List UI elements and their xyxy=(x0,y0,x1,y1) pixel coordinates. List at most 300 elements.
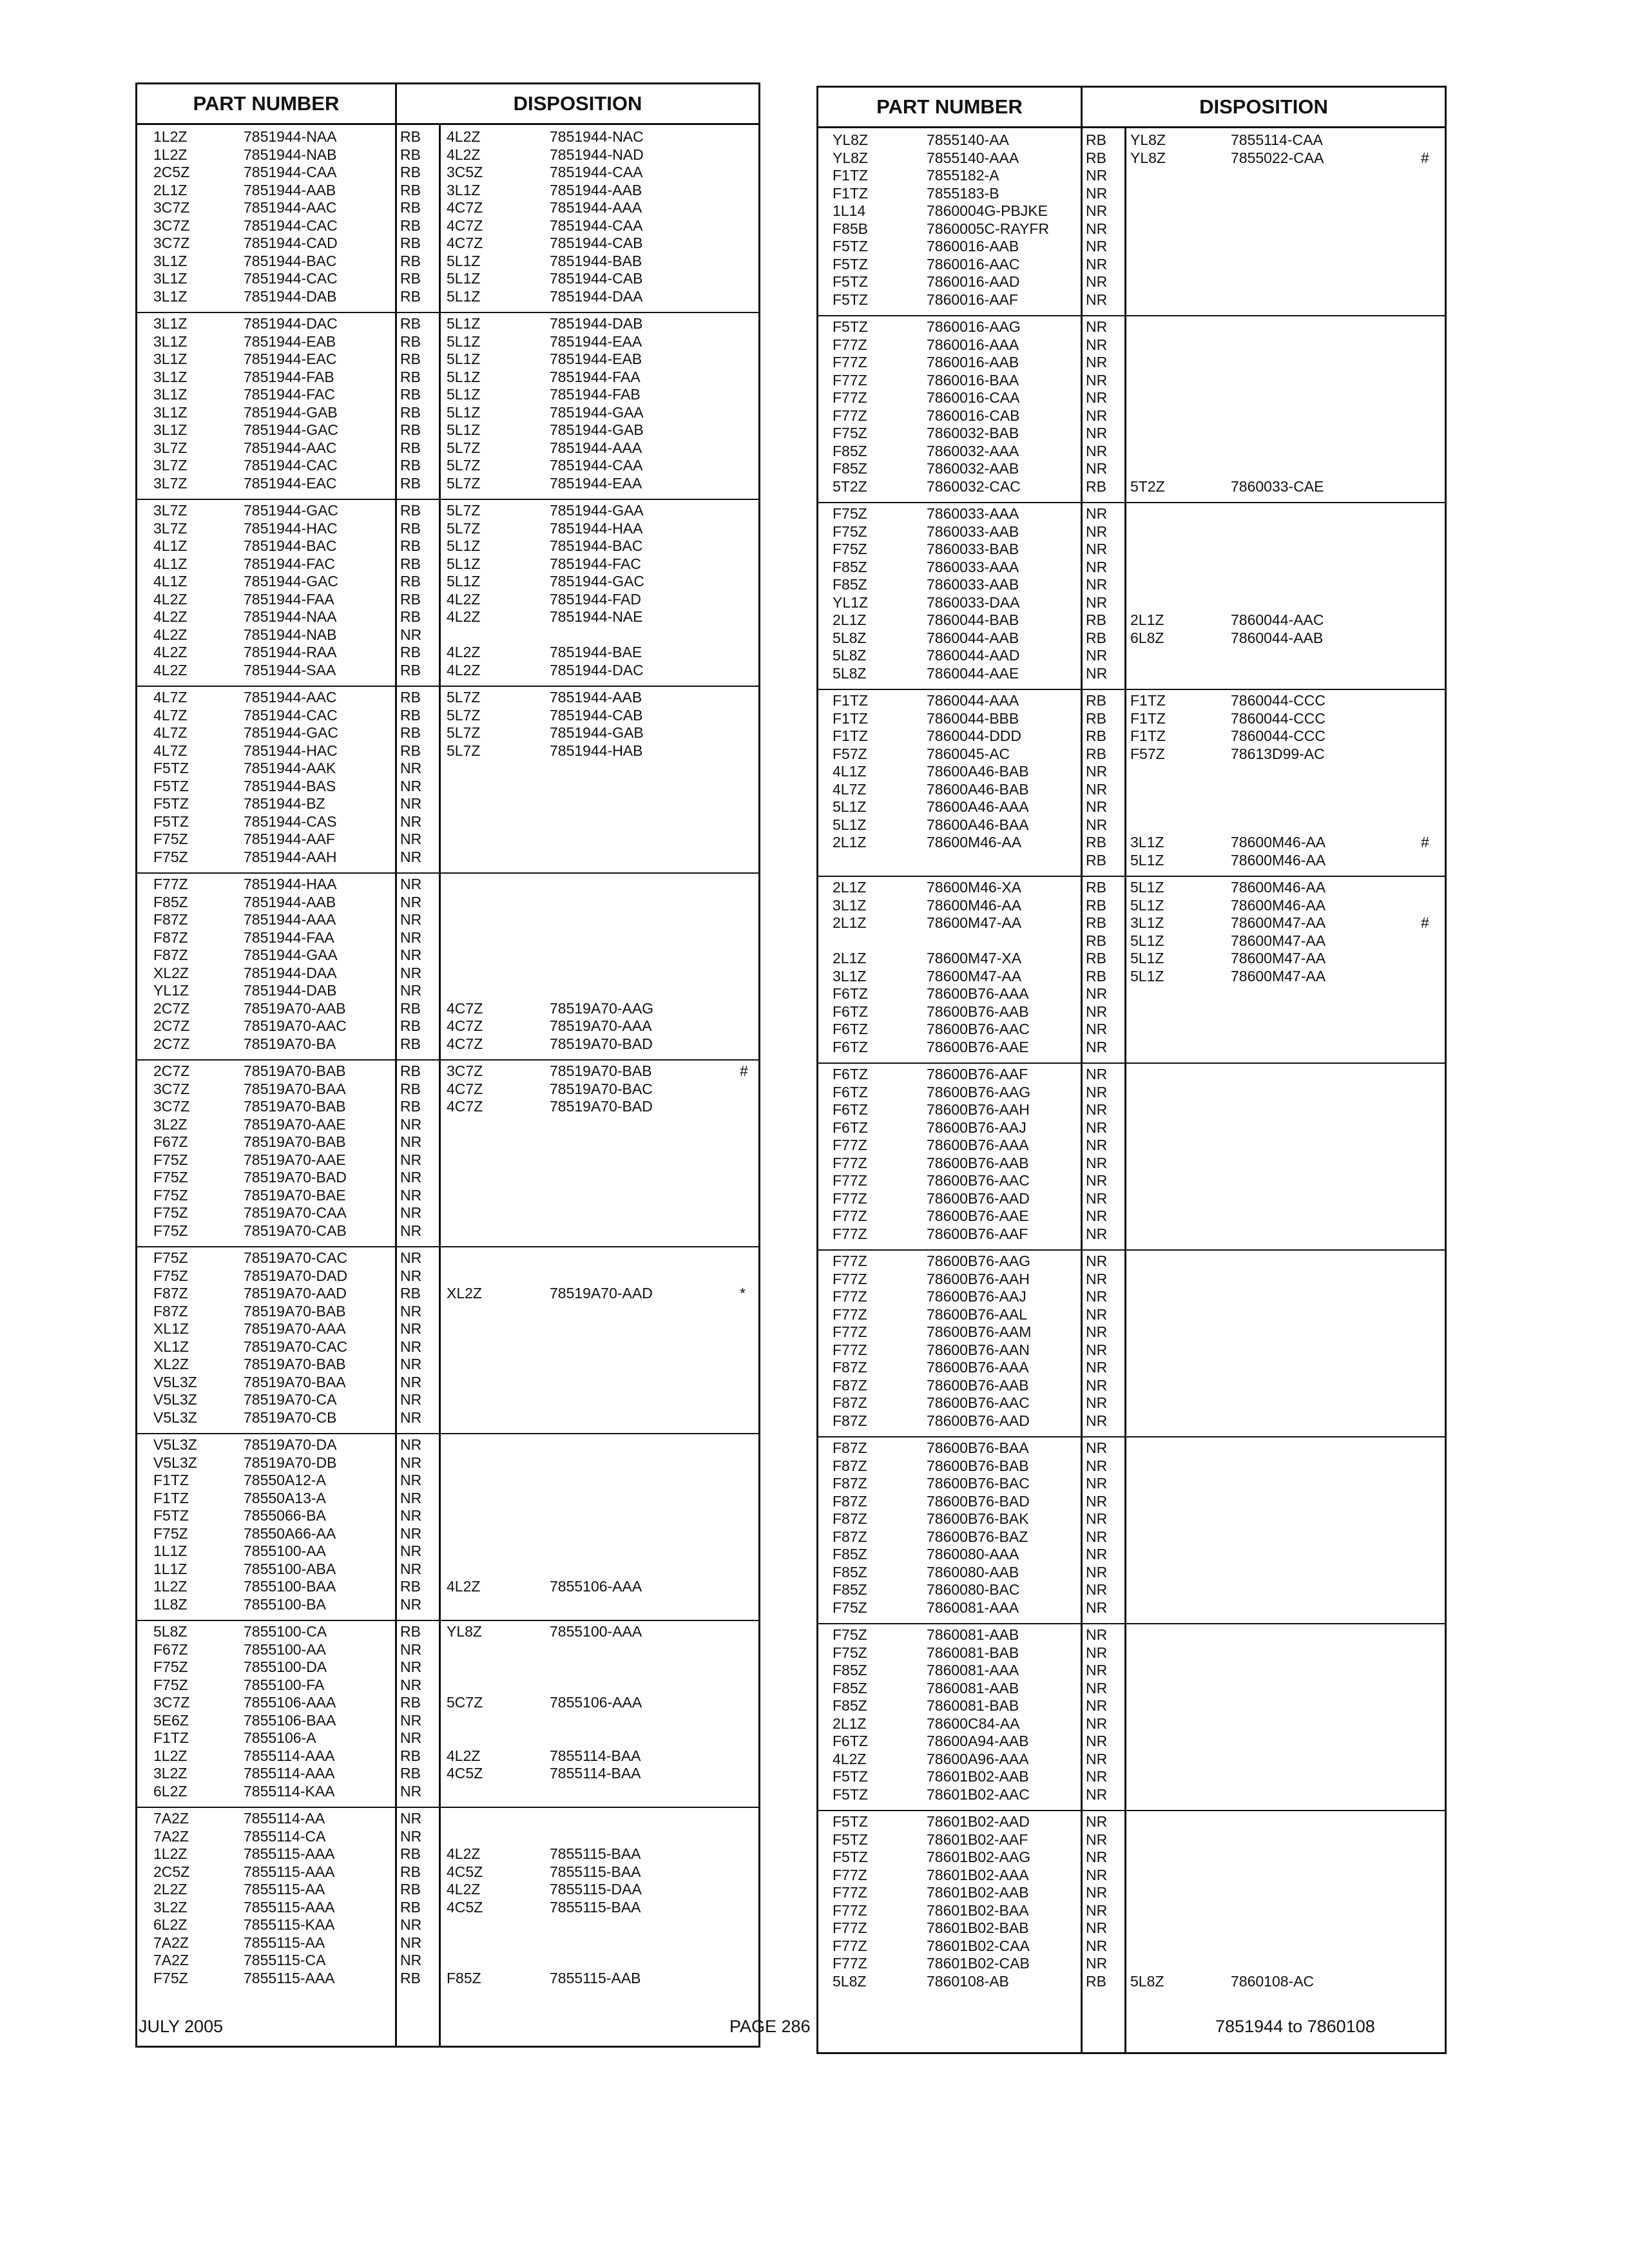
table-row xyxy=(137,1409,758,1427)
table-row xyxy=(137,421,758,439)
table-row xyxy=(818,1207,1445,1225)
part-number: 7851944-RAA xyxy=(244,644,337,660)
part-number: 7860016-BAA xyxy=(927,371,1019,389)
table-row xyxy=(818,389,1445,407)
status-code: NR xyxy=(400,964,422,981)
table-row xyxy=(137,555,758,573)
part-number: 78519A70-BAB xyxy=(244,1356,346,1372)
part-number: 78600A46-BAB xyxy=(927,763,1029,780)
part-number: 7851944-CAC xyxy=(244,216,338,234)
model-code: F5TZ xyxy=(153,777,189,794)
replacement-model: 5L7Z xyxy=(447,502,481,519)
status-code: NR xyxy=(1086,1270,1108,1287)
part-number: 78519A70-BAE xyxy=(244,1186,346,1204)
model-code: 7A2Z xyxy=(153,1810,189,1827)
table-row xyxy=(818,1021,1445,1039)
part-number: 7860044-BBB xyxy=(927,709,1019,727)
table-row xyxy=(818,1306,1445,1324)
status-code: NR xyxy=(400,812,422,830)
model-code: 3C7Z xyxy=(153,1080,190,1097)
status-code: RB xyxy=(400,252,421,269)
table-row xyxy=(818,372,1445,390)
model-code: 2L1Z xyxy=(833,834,867,850)
part-number: 7851944-HAC xyxy=(244,742,338,759)
replacement-model: 6L8Z xyxy=(1130,629,1164,646)
replacement-model: 5L1Z xyxy=(447,252,481,269)
part-number: 7851944-AAH xyxy=(244,848,337,865)
replacement-model: 4C5Z xyxy=(447,1765,483,1782)
table-row xyxy=(818,1751,1445,1769)
status-code: NR xyxy=(1086,1955,1108,1972)
part-number: 78600B76-AAC xyxy=(927,1021,1030,1037)
table-row xyxy=(137,128,758,146)
model-code: F75Z xyxy=(833,1599,867,1616)
status-code: NR xyxy=(400,1827,422,1845)
part-number: 7851944-GAC xyxy=(244,502,339,519)
table-row xyxy=(137,1694,758,1712)
table-row xyxy=(137,1490,758,1508)
table-row xyxy=(137,315,758,333)
group-separator xyxy=(137,1433,758,1434)
status-code: NR xyxy=(400,777,422,794)
status-code: RB xyxy=(400,1881,421,1898)
part-number: 78600B76-AAE xyxy=(927,1038,1029,1055)
part-number: 78519A70-CAB xyxy=(244,1222,347,1239)
part-number: 78519A70-DA xyxy=(244,1436,337,1453)
replacement-model: 5L1Z xyxy=(447,573,481,590)
status-code: RB xyxy=(1086,692,1106,709)
status-code: RB xyxy=(400,386,421,403)
table-row xyxy=(818,1439,1445,1457)
part-number: 7855100-ABA xyxy=(244,1560,336,1577)
part-number: 7860016-AAB xyxy=(927,238,1019,255)
model-code: 3L1Z xyxy=(153,287,188,305)
replacement-model: 4L2Z xyxy=(447,590,481,608)
table-row xyxy=(818,1377,1445,1395)
part-number: 78519A70-CAC xyxy=(244,1249,348,1266)
part-number: 78600M47-AA xyxy=(927,914,1022,931)
model-code: F1TZ xyxy=(833,184,868,202)
model-code: 6L2Z xyxy=(153,1916,188,1933)
status-code: RB xyxy=(400,661,421,678)
status-code: NR xyxy=(400,1249,422,1266)
group-separator xyxy=(818,689,1445,690)
status-code: NR xyxy=(1086,1662,1108,1678)
model-code: F77Z xyxy=(833,1288,867,1305)
replacement-model: 5L1Z xyxy=(447,351,481,367)
footer-range: 7851944 to 7860108 xyxy=(1215,2017,1375,2036)
model-code: 4L1Z xyxy=(153,555,188,572)
part-number: 7851944-GAC xyxy=(244,421,339,438)
part-number: 78519A70-AAE xyxy=(244,1115,346,1133)
part-number-header: PART NUMBER xyxy=(818,88,1083,126)
group-separator xyxy=(137,312,758,313)
model-code: F77Z xyxy=(833,1253,867,1269)
status-code: NR xyxy=(400,1204,422,1221)
table-row xyxy=(818,1902,1445,1920)
table-row xyxy=(818,1715,1445,1733)
model-code: F75Z xyxy=(833,541,867,557)
table-row xyxy=(818,1919,1445,1937)
model-code: F77Z xyxy=(833,1341,867,1358)
status-code: RB xyxy=(1086,629,1106,646)
replacement-part: 7851944-AAA xyxy=(550,439,642,456)
part-number: 7860081-AAA xyxy=(927,1599,1019,1616)
model-code: 3L2Z xyxy=(153,1115,188,1133)
table-row xyxy=(818,1359,1445,1377)
table-row xyxy=(818,1510,1445,1528)
status-code: RB xyxy=(1086,149,1106,166)
table-row xyxy=(137,1712,758,1730)
replacement-model: 5L1Z xyxy=(1130,950,1164,966)
part-number: 7855114-KAA xyxy=(244,1782,335,1800)
status-code: NR xyxy=(1086,1394,1108,1411)
part-number: 78519A70-DB xyxy=(244,1454,337,1471)
replacement-part: 7851944-BAE xyxy=(550,644,642,660)
part-number: 78601B02-AAB xyxy=(927,1884,1029,1901)
status-code: NR xyxy=(1086,1768,1108,1785)
model-code: 4L7Z xyxy=(833,780,867,798)
table-row xyxy=(818,897,1445,915)
part-number: 7855115-AAA xyxy=(244,1863,335,1880)
status-code: RB xyxy=(400,181,421,198)
table-row xyxy=(137,1035,758,1053)
replacement-model: 4C7Z xyxy=(447,199,483,216)
part-number: 78519A70-AAD xyxy=(244,1285,347,1302)
status-code: RB xyxy=(1086,914,1106,931)
part-number: 7860080-AAB xyxy=(927,1563,1019,1581)
status-code: NR xyxy=(400,1810,422,1827)
part-number: 78600B76-AAJ xyxy=(927,1119,1027,1136)
part-number: 7860044-AAE xyxy=(927,664,1019,682)
part-number: 78519A70-DAD xyxy=(244,1267,348,1284)
table-row xyxy=(137,1542,758,1561)
status-code: NR xyxy=(1086,1644,1108,1661)
group-separator xyxy=(818,1623,1445,1624)
part-number: 78600B76-AAG xyxy=(927,1083,1031,1100)
status-code: RB xyxy=(400,439,421,456)
group-separator xyxy=(818,1249,1445,1251)
part-number: 7851944-DAA xyxy=(244,964,337,981)
table-row xyxy=(137,778,758,796)
model-code: 5T2Z xyxy=(833,477,867,495)
status-code: NR xyxy=(1086,1412,1108,1429)
table-row xyxy=(137,235,758,253)
table-row xyxy=(818,1493,1445,1511)
part-number: 7855115-CA xyxy=(244,1952,326,1968)
status-code: NR xyxy=(1086,1528,1108,1545)
table-row xyxy=(818,1786,1445,1804)
status-code: RB xyxy=(400,270,421,287)
status-code: NR xyxy=(1086,1785,1108,1803)
part-number: 7855115-AAA xyxy=(244,1845,335,1862)
table-row xyxy=(137,146,758,164)
table-row xyxy=(818,1323,1445,1341)
table-row xyxy=(818,1849,1445,1867)
status-code: NR xyxy=(1086,1866,1108,1883)
table-row xyxy=(818,1937,1445,1956)
model-code: F85B xyxy=(833,220,868,237)
part-number: 7855106-A xyxy=(244,1729,316,1746)
table-row xyxy=(137,1356,758,1374)
group-separator xyxy=(137,872,758,874)
part-number: 78601B02-BAA xyxy=(927,1901,1029,1919)
group-separator xyxy=(137,1059,758,1061)
table-row xyxy=(818,950,1445,968)
model-code: F85Z xyxy=(833,558,867,575)
status-code: NR xyxy=(400,1595,422,1613)
model-code: F77Z xyxy=(153,876,188,892)
table-row xyxy=(818,425,1445,443)
part-number: 7860108-AB xyxy=(927,1972,1009,1990)
model-code: F5TZ xyxy=(833,238,868,255)
table-row xyxy=(137,1596,758,1614)
replacement-part: 7851944-AAA xyxy=(550,199,642,216)
part-number: 78519A70-BAA xyxy=(244,1080,346,1097)
model-code: F5TZ xyxy=(833,318,868,335)
status-code: NR xyxy=(1086,558,1108,575)
table-row xyxy=(137,369,758,387)
part-number: 78600B76-AAJ xyxy=(927,1288,1027,1305)
status-code: NR xyxy=(400,1658,422,1675)
part-number: 78550A13-A xyxy=(244,1489,326,1506)
status-code: NR xyxy=(1086,1137,1108,1153)
model-code: YL1Z xyxy=(833,593,868,611)
part-number: 7851944-AAC xyxy=(244,689,337,706)
model-code: F85Z xyxy=(833,1679,867,1696)
table-row xyxy=(137,1187,758,1205)
replacement-part: 7851944-NAE xyxy=(550,608,643,625)
group-separator xyxy=(818,502,1445,503)
part-number: 78519A70-AAE xyxy=(244,1151,346,1168)
status-code: RB xyxy=(1086,727,1106,744)
replacement-part: 78600M47-AA xyxy=(1231,950,1326,966)
part-number: 78601B02-AAF xyxy=(927,1831,1028,1848)
model-code: 4L2Z xyxy=(153,626,188,643)
model-code: 7A2Z xyxy=(153,1934,189,1951)
status-code: RB xyxy=(400,146,421,163)
status-code: NR xyxy=(400,1524,422,1542)
table-row xyxy=(818,149,1445,168)
replacement-part: 78600M46-AA xyxy=(1231,851,1326,869)
table-row xyxy=(818,273,1445,291)
replacement-part: 78519A70-BAD xyxy=(550,1098,653,1115)
status-code: NR xyxy=(400,1302,422,1320)
model-code: F85Z xyxy=(833,1662,867,1678)
model-code: F77Z xyxy=(833,1884,867,1901)
status-code: NR xyxy=(1086,291,1108,308)
status-code: NR xyxy=(1086,1323,1108,1340)
part-number: 7855100-FA xyxy=(244,1676,325,1693)
table-row xyxy=(137,591,758,609)
part-number: 7855100-BAA xyxy=(244,1578,336,1595)
model-code: F6TZ xyxy=(833,1083,868,1100)
status-code: NR xyxy=(1086,167,1108,184)
part-number: 7860032-AAA xyxy=(927,442,1019,459)
status-code: NR xyxy=(1086,1733,1108,1749)
part-number-header: PART NUMBER xyxy=(137,84,397,123)
replacement-part: 7851944-GAC xyxy=(550,573,645,590)
status-code: RB xyxy=(400,315,421,332)
table-row xyxy=(818,1101,1445,1119)
part-number: 7860032-AAB xyxy=(927,460,1019,477)
status-code: RB xyxy=(400,519,421,537)
table-row xyxy=(818,1412,1445,1430)
model-code: XL1Z xyxy=(153,1320,189,1337)
table-row xyxy=(818,336,1445,354)
table-row xyxy=(137,1783,758,1801)
model-code: F77Z xyxy=(833,354,867,370)
status-code: NR xyxy=(1086,1207,1108,1224)
status-code: NR xyxy=(400,1222,422,1239)
model-code: 2L1Z xyxy=(833,950,867,966)
table-row xyxy=(137,707,758,725)
status-code: NR xyxy=(1086,273,1108,290)
model-code: F87Z xyxy=(153,947,188,963)
part-number: 7851944-BAC xyxy=(244,252,337,269)
model-code: 2L1Z xyxy=(833,914,867,931)
status-code: NR xyxy=(1086,1937,1108,1954)
part-number: 7851944-CAC xyxy=(244,706,338,724)
status-code: NR xyxy=(400,1782,422,1800)
status-code: RB xyxy=(400,1623,421,1640)
replacement-part: 78600M47-AA xyxy=(1231,932,1326,949)
replacement-model: 4C7Z xyxy=(447,216,483,234)
part-number: 78600B76-AAF xyxy=(927,1066,1028,1082)
replacement-model: 5L1Z xyxy=(447,555,481,572)
part-number: 78600B76-AAF xyxy=(927,1225,1028,1242)
status-code: NR xyxy=(400,876,422,892)
part-number: 78600B76-AAB xyxy=(927,1376,1029,1394)
table-row xyxy=(137,1623,758,1641)
part-number: 7855183-B xyxy=(927,184,999,202)
table-row xyxy=(137,1881,758,1899)
model-code: F87Z xyxy=(833,1475,867,1492)
model-code: F75Z xyxy=(153,848,188,865)
part-number: 78519A70-CAA xyxy=(244,1204,347,1221)
model-code: 3L7Z xyxy=(153,474,188,492)
part-number: 7860016-AAF xyxy=(927,291,1018,308)
table-row xyxy=(137,475,758,493)
replacement-part: 7860108-AC xyxy=(1231,1972,1315,1990)
table-row xyxy=(137,270,758,288)
replacement-model: 5L1Z xyxy=(1130,932,1164,949)
model-code: F77Z xyxy=(833,1305,867,1323)
model-code: F77Z xyxy=(833,1189,867,1207)
table-row xyxy=(137,1970,758,1988)
model-code: 2C7Z xyxy=(153,1035,190,1052)
part-number: 7860080-AAA xyxy=(927,1546,1019,1562)
model-code: F5TZ xyxy=(833,255,868,273)
part-number: 7851944-AAB xyxy=(244,181,336,198)
replacement-model: F57Z xyxy=(1130,745,1165,762)
part-number: 7851944-FAA xyxy=(244,928,334,946)
model-code: F75Z xyxy=(153,1222,188,1239)
replacement-part: 7855106-AAA xyxy=(550,1694,642,1711)
replacement-part: 7851944-NAC xyxy=(550,128,644,145)
table-row xyxy=(818,611,1445,629)
model-code: 3L7Z xyxy=(153,439,188,456)
table-row xyxy=(818,1084,1445,1102)
part-number: 78600M47-XA xyxy=(927,950,1022,966)
table-row xyxy=(818,318,1445,336)
model-code: F87Z xyxy=(833,1412,867,1429)
replacement-part: 7855115-BAA xyxy=(550,1898,641,1916)
model-code: F5TZ xyxy=(153,795,189,812)
status-code: NR xyxy=(400,1472,422,1488)
table-row xyxy=(818,1680,1445,1698)
table-row xyxy=(818,1394,1445,1412)
table-row xyxy=(137,608,758,626)
replacement-model: 4L2Z xyxy=(447,1578,481,1595)
status-code: RB xyxy=(400,235,421,251)
status-code: NR xyxy=(1086,1376,1108,1394)
status-code: NR xyxy=(1086,1831,1108,1848)
replacement-part: 7860044-AAB xyxy=(1231,629,1324,646)
status-code: NR xyxy=(400,1391,422,1408)
table-row xyxy=(818,1626,1445,1644)
status-code: RB xyxy=(400,474,421,492)
status-code: NR xyxy=(1086,1038,1108,1055)
table-row xyxy=(137,1081,758,1099)
replacement-part: 78519A70-BAC xyxy=(550,1080,653,1097)
table-row xyxy=(818,1768,1445,1786)
replacement-part: 7855106-AAA xyxy=(550,1578,642,1595)
model-code: 3L1Z xyxy=(153,332,188,350)
status-code: NR xyxy=(1086,523,1108,540)
replacement-part: 7855100-AAA xyxy=(550,1623,642,1640)
status-code: NR xyxy=(1086,985,1108,1002)
part-number: 78519A70-CB xyxy=(244,1408,337,1426)
model-code: F87Z xyxy=(153,1285,188,1302)
replacement-part: 78600M47-AA xyxy=(1231,967,1326,985)
table-row xyxy=(818,541,1445,559)
replacement-model: 4C7Z xyxy=(447,235,483,251)
status-code: NR xyxy=(400,626,422,643)
table-row xyxy=(137,1436,758,1454)
status-code: RB xyxy=(400,1080,421,1097)
replacement-part: 78519A70-BAB xyxy=(550,1062,652,1079)
table-row xyxy=(818,407,1445,425)
model-code: F77Z xyxy=(833,336,867,353)
part-number: 78600B76-AAB xyxy=(927,1154,1029,1171)
replacement-part: 7851944-CAA xyxy=(550,216,643,234)
model-code: F77Z xyxy=(833,371,867,389)
status-code: RB xyxy=(400,555,421,572)
part-number: 7855106-BAA xyxy=(244,1711,336,1729)
status-code: NR xyxy=(1086,389,1108,406)
replacement-part: 7851944-BAC xyxy=(550,537,643,554)
status-code: RB xyxy=(1086,745,1106,762)
part-number: 7851944-AAC xyxy=(244,199,337,216)
model-code: F75Z xyxy=(153,1524,188,1542)
part-number: 7855114-AAA xyxy=(244,1765,335,1782)
model-code: 5L1Z xyxy=(833,798,867,815)
table-row xyxy=(137,573,758,591)
replacement-model: 5L7Z xyxy=(447,689,481,706)
group-separator xyxy=(818,315,1445,316)
group-separator xyxy=(818,876,1445,877)
table-row xyxy=(818,1697,1445,1715)
table-row xyxy=(137,1062,758,1081)
table-row xyxy=(818,202,1445,220)
table-row xyxy=(818,131,1445,149)
replacement-part: 7860044-AAC xyxy=(1231,611,1324,628)
replacement-part: 78600M46-AA xyxy=(1231,834,1326,850)
part-number: 78519A70-BAB xyxy=(244,1098,346,1115)
model-code: F67Z xyxy=(153,1640,188,1658)
model-code: F75Z xyxy=(153,1151,188,1168)
